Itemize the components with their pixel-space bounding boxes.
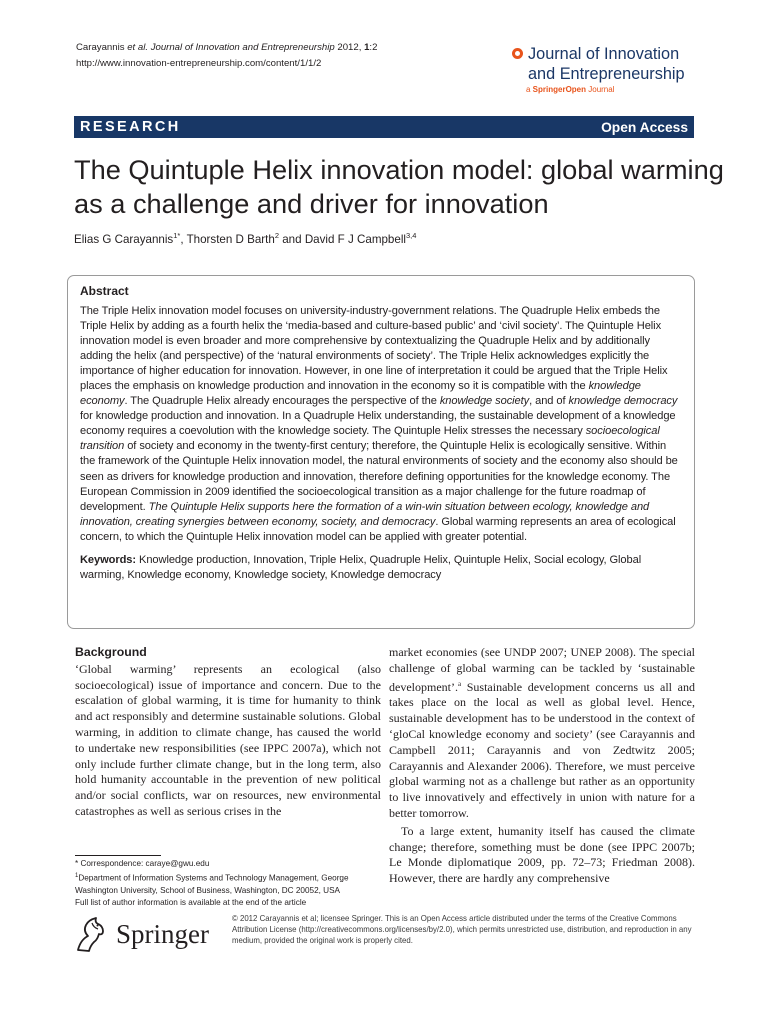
section-heading: Background	[75, 645, 147, 659]
open-access-label: Open Access	[601, 119, 688, 135]
springer-logo	[70, 914, 209, 954]
journal-name-line1: Journal of Innovation	[528, 45, 680, 63]
citation-url[interactable]: http://www.innovation-entrepreneurship.com/content/1/1/2	[76, 58, 322, 69]
springeropen-icon	[512, 48, 523, 59]
author-affiliation-marker: 2	[274, 231, 280, 240]
citation-journal: Journal of Innovation and Entrepreneurship	[150, 42, 335, 53]
journal-name	[528, 44, 685, 84]
affiliation-note	[75, 870, 385, 897]
citation-volume: 1	[364, 42, 370, 53]
citation-line	[76, 40, 377, 56]
abstract-emphasis: knowledge economy	[80, 380, 641, 408]
author-separator: ,	[180, 232, 187, 246]
springer-wordmark: Springer	[116, 918, 209, 949]
author-name: David F J Campbell	[304, 232, 406, 246]
footnotes	[75, 858, 385, 910]
author-affiliation-marker: 3,4	[405, 231, 417, 240]
journal-subtitle	[526, 85, 712, 94]
keywords	[80, 553, 684, 583]
article-type-label: RESEARCH	[80, 119, 181, 135]
citation-authors: Carayannis	[76, 42, 125, 53]
abstract-box	[67, 275, 695, 629]
citation-page: :2	[369, 42, 378, 53]
affiliation-marker: 1	[75, 873, 79, 880]
citation-header	[76, 40, 377, 72]
body-paragraph	[389, 645, 695, 822]
affiliation-text: Department of Information Systems and Technology Management, George Washington University, School of Business, Washington, DC 20052, USA	[75, 873, 349, 896]
journal-logo	[512, 44, 712, 94]
abstract-emphasis: knowledge society	[439, 395, 530, 408]
abstract-heading: Abstract	[80, 284, 129, 298]
body-text: Sustainable development concerns us all and takes place on the local as well as global level. Hence, sustainable development has to be understood in the context of ‘gloCal knowledge economy and society’ (see Carayannis and Campbell 2011; Carayannis and von Zedtwitz 2005; Carayannis and Alexander 2006). Therefore, we must perceive global warming not as a challenge but rather as an opportunity to live innovatively and effectively in union with nature for a better tomorrow.	[389, 679, 695, 820]
journal-sub-brand: SpringerOpen	[532, 85, 587, 94]
body-paragraph: To a large extent, humanity itself has caused the climate change; therefore, something must be done (see IPPC 2007b; Le Monde diplomatique 2009, pp. 72–73; Friedman 2008). However, there are hardly any comprehensive	[389, 823, 695, 886]
author-affiliation-marker: 1*	[173, 231, 181, 240]
abstract-segment: of society and economy in the twenty-first century; therefore, the Quintuple Helix is ecologically sensitive. Within the framework of the Quintuple Helix innovation model, the natural environments of society and the economy also should be seen as drivers for knowledge production and innovation, therefore defining opportunities for the knowledge economy. The European Commission in 2009 identified the socioecological transition as a major challenge for the future roadmap of development.	[80, 440, 678, 513]
abstract-emphasis: knowledge democracy	[568, 395, 678, 408]
article-type-banner	[74, 116, 694, 138]
citation-et-al: et al.	[127, 42, 149, 53]
abstract-segment: for knowledge production and innovation. In a Quadruple Helix understanding, the sustainable development of a knowledge economy requires a coevolution with the knowledge society. The Quintuple Helix stresses the necessary	[80, 410, 676, 438]
author-name: Elias G Carayannis	[74, 232, 174, 246]
author-info-note: Full list of author information is available at the end of the article	[75, 898, 307, 908]
license-text: © 2012 Carayannis et al; licensee Springer. This is an Open Access article distributed under the terms of the Creative Commons Attribution License (http://creativecommons.org/licenses/by/2.0), which permits unrestricted use, distribution, and reproduction in any medium, provided the original work is properly cited.	[232, 914, 692, 945]
journal-sub-prefix: a	[526, 85, 533, 94]
journal-name-line2: and Entrepreneurship	[528, 65, 685, 83]
author-name: Thorsten D Barth	[186, 232, 275, 246]
abstract-text	[80, 304, 684, 545]
footnote-divider	[75, 855, 161, 856]
abstract-segment: , and of	[529, 395, 569, 408]
abstract-emphasis: The Quintuple Helix supports here the formation of a win-win situation between ecology, knowledge and innovation, creating synergies between economy, society, and democracy	[80, 500, 650, 528]
citation-year: 2012,	[337, 42, 362, 53]
keywords-label: Keywords:	[80, 553, 136, 566]
correspondence-note: * Correspondence: caraye@gwu.edu	[75, 859, 210, 868]
body-column-left	[75, 645, 381, 820]
abstract-segment: The Triple Helix innovation model focuses on university-industry-government relations. The Quadruple Helix embeds the Triple Helix by adding as a fourth helix the ‘media-based and culture-based public’ and ‘civil society’. The Quintuple Helix innovation model is even broader and more comprehensive by contextualizing the Quadruple Helix and by additionally adding the helix (and perspective) of the ‘natural environments of society’. The Triple Helix acknowledges explicitly the importance of higher education for innovation. However, in one line of interpretation it could be argued that the Triple Helix places the emphasis on knowledge production and innovation in the economy so it is compatible with the	[80, 305, 668, 393]
keywords-list: Knowledge production, Innovation, Triple Helix, Quadruple Helix, Quintuple Helix, Social ecology, Global warming, Knowledge economy, Knowledge society, Knowledge democracy	[80, 553, 642, 581]
body-text: market economies (see UNDP 2007; UNEP 2008). The special challenge of global warming can be tackled by ‘sustainable development’.	[389, 645, 695, 694]
body-column-right	[389, 645, 695, 887]
abstract-segment: . Global warming represents an area of ecological concern, to which the Quintuple Helix innovation model can be applied with greater potential.	[80, 515, 676, 543]
body-paragraph: ‘Global warming’ represents an ecological (also socioecological) issue of importance and concern. Due to the escalation of global warming, it is time for humanity to think and act responsibly and determine sustainable solutions. Global warming, in addition to climate change, has caused the world to undertake new responsibilities (see IPPC 2007a), which not only include further climate change, but in the long term, also hold humanity accountable in the prevention of new political and/or social conflicts, war on resources, new environmental catastrophes as well as serious crises in the	[75, 661, 381, 818]
footnote-marker[interactable]: a	[457, 679, 462, 688]
journal-sub-suffix: Journal	[586, 85, 615, 94]
abstract-segment: . The Quadruple Helix already encourages the perspective of the	[124, 395, 440, 408]
author-list	[74, 231, 416, 246]
article-title: The Quintuple Helix innovation model: global warming as a challenge and driver for innovation	[74, 154, 724, 219]
author-separator: and	[279, 232, 305, 246]
springer-horse-icon	[70, 914, 112, 954]
abstract-emphasis: socioecological transition	[80, 425, 660, 453]
